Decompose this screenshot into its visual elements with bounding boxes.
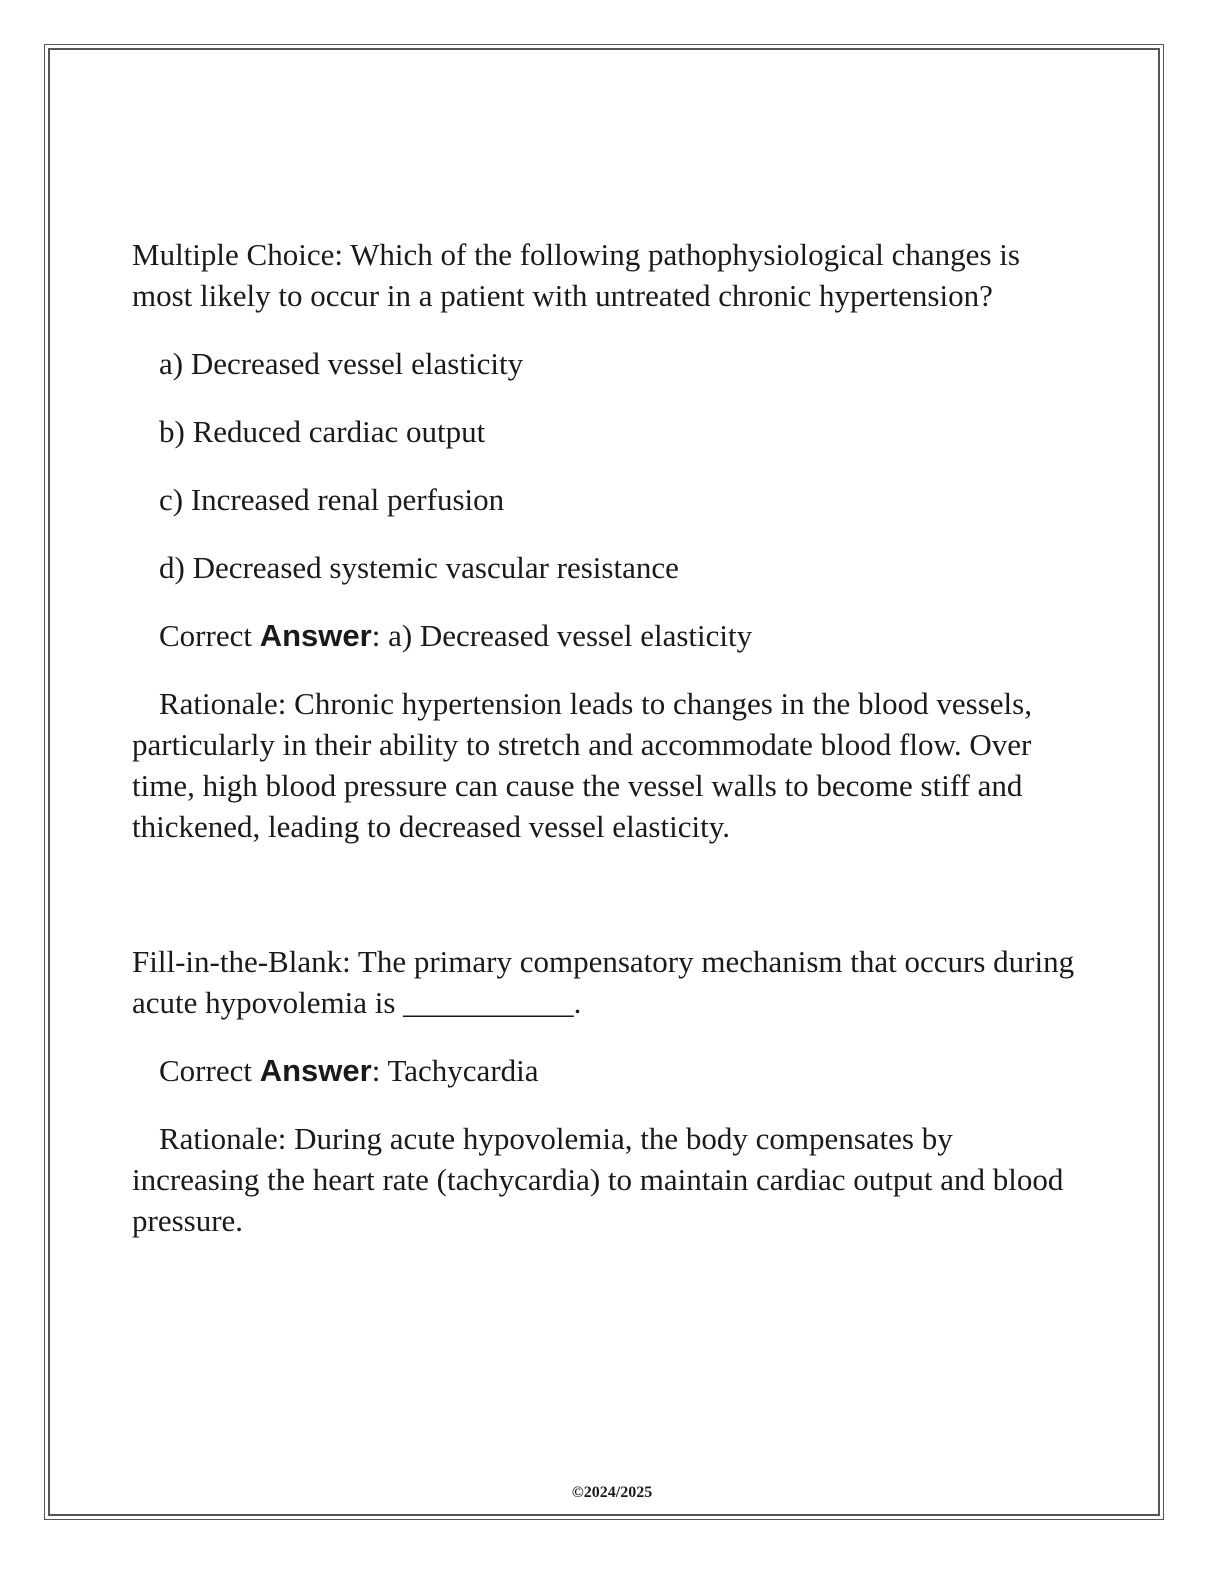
question-1-option-a: a) Decreased vessel elasticity — [159, 346, 524, 381]
question-1-option-c: c) Increased renal perfusion — [159, 482, 505, 517]
question-2-text: Fill-in-the-Blank: The primary compensatory mechanism that occurs during acute hypovolemia is ___________. — [132, 944, 1075, 1020]
answer-value: : a) Decreased vessel elasticity — [371, 618, 753, 653]
answer-label: Answer — [259, 618, 372, 653]
document-content — [132, 234, 1082, 1241]
footer-copyright: ©2024/2025 — [571, 1484, 653, 1501]
question-1-rationale: Rationale: Chronic hypertension leads to changes in the blood vessels, particularly in their ability to stretch and accommodate blood flow. Over time, high blood pressure can cause the vessel walls to become stiff and thickened, leading to decreased vessel elasticity. — [132, 686, 1032, 844]
question-1-answer — [159, 615, 1082, 656]
question-2-rationale: Rationale: During acute hypovolemia, the body compensates by increasing the heart rate (tachycardia) to maintain cardiac output and blood pressure. — [132, 1121, 1064, 1238]
answer-label: Answer — [259, 1053, 372, 1088]
answer-prefix: Correct — [159, 618, 260, 653]
question-2-answer — [159, 1050, 1082, 1091]
question-1-option-b: b) Reduced cardiac output — [159, 414, 486, 449]
answer-prefix: Correct — [159, 1053, 260, 1088]
answer-value: : Tachycardia — [371, 1053, 539, 1088]
question-1-option-d: d) Decreased systemic vascular resistance — [159, 550, 679, 585]
question-1-text: Multiple Choice: Which of the following pathophysiological changes is most likely to occur in a patient with untreated chronic hypertension? — [132, 237, 1020, 313]
